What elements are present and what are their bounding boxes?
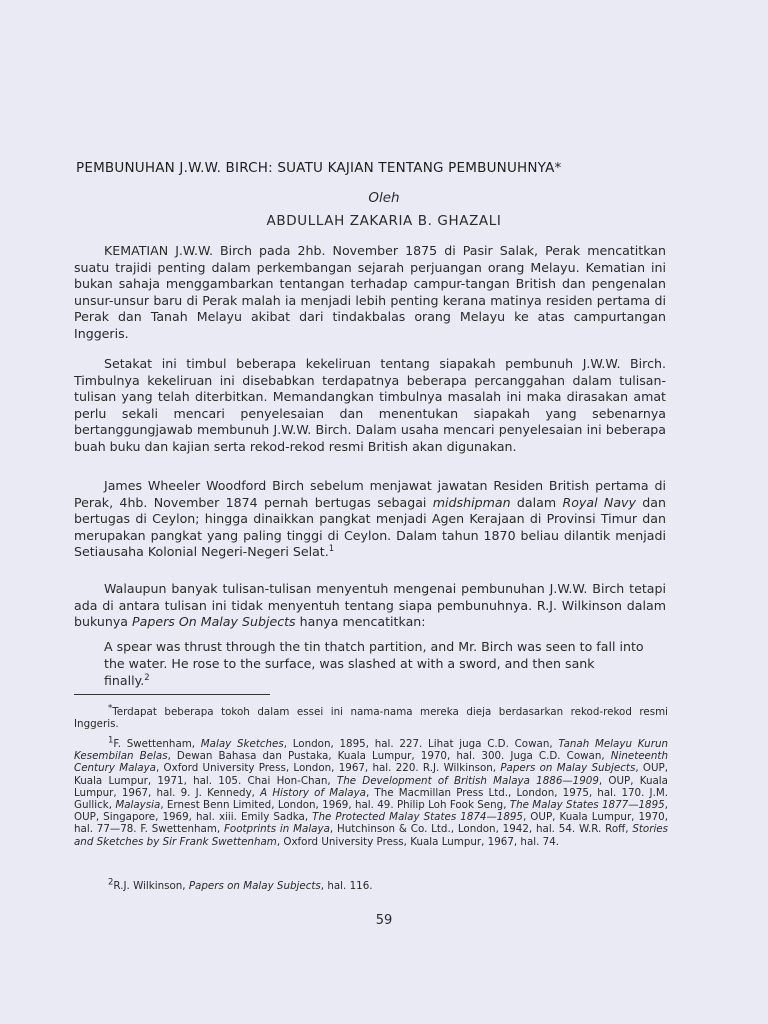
byline-oleh: Oleh xyxy=(368,190,400,206)
footnote-1 xyxy=(74,735,669,848)
footnote-1-text: , The Macmillan Press Ltd., London, 1975, hal. 170. J.M. Gullick, xyxy=(74,786,668,812)
footnote-1-title: Malaysia xyxy=(115,799,161,812)
quote-text: A spear was thrust through the tin thatch partition, and Mr. Birch was seen to fall into the water. He rose to the surface, was slashed at with a sword, and then sank finally. xyxy=(104,639,644,688)
book-title: Papers On Malay Subjects xyxy=(132,614,296,630)
footnote-1-title: The Protected Malay States 1874—1895 xyxy=(312,811,523,824)
footnote-divider xyxy=(74,694,270,695)
footnote-1-text: , Oxford University Press, Kuala Lumpur, 1967, hal. 74. xyxy=(276,835,560,848)
footnote-1-text: , OUP, Kuala Lumpur, 1971, hal. 105. Chai Hon-Chan, xyxy=(74,762,668,787)
footnote-1-text: F. Swettenham, xyxy=(113,738,201,750)
footnote-1-title: A History of Malaya xyxy=(260,786,366,799)
paragraph-4-text-b: hanya mencatitkan: xyxy=(295,614,426,630)
author-name: ABDULLAH ZAKARIA B. GHAZALI xyxy=(266,213,502,229)
footnote-2-text: R.J. Wilkinson, xyxy=(113,880,189,892)
footnote-star xyxy=(74,703,668,731)
footnote-1-title: The Malay States 1877—1895 xyxy=(509,799,665,812)
paragraph-4-text-a: Walaupun banyak tulisan-tulisan menyentuh mengenai pembunuhan J.W.W. Birch tetapi ada di antara tulisan ini tidak menyentuh tentang siapa pembunuhnya. R.J. Wilkinson dalam bukunya xyxy=(74,581,666,630)
footnote-2-text: , hal. 116. xyxy=(320,880,373,892)
footnote-1-text: , Oxford University Press, London, 1967, hal. 220. R.J. Wilkinson, xyxy=(156,762,501,775)
footnote-1-title: Malay Sketches xyxy=(200,738,284,750)
paragraph-1: KEMATIAN J.W.W. Birch pada 2hb. November 1875 di Pasir Salak, Perak mencatitkan suatu trajidi penting dalam perkembangan sejarah perjuangan orang Melayu. Kematian ini bukan sahaja menggambarkan tentangan terhadap campur-tangan British dan pengenalan unsur-unsur baru di Perak malah ia menjadi lebih penting kerana matinya residen pertama di Perak dan Tanah Melayu akibat dari tindakbalas orang Melayu ke atas campurtangan Inggeris. xyxy=(74,243,666,341)
paragraph-3-text-a: James Wheeler Woodford Birch sebelum menjawat jawatan Residen British pertama di Perak, 4hb. November 1874 pernah bertugas sebagai xyxy=(74,478,666,510)
footnote-ref-2: 2 xyxy=(144,672,150,683)
footnote-1-title: Tanah Melayu Kurun Kesembilan Belas xyxy=(74,738,668,763)
footnote-1-title: The Development of British Malaya 1886—1909 xyxy=(336,774,599,787)
page-number: 59 xyxy=(375,913,393,928)
footnote-2-title: Papers on Malay Subjects xyxy=(188,880,321,892)
footnote-1-title: Nineteenth Century Malaya xyxy=(74,750,668,775)
footnote-1-text: , Dewan Bahasa dan Pustaka, Kuala Lumpur, 1970, hal. 300. Juga C.D. Cowan, xyxy=(167,750,611,763)
footnote-1-mark: 1 xyxy=(108,735,114,746)
paragraph-4 xyxy=(74,581,666,631)
footnote-1-title: Footprints in Malaya xyxy=(223,823,330,836)
footnote-2 xyxy=(74,877,668,892)
footnote-1-text: , OUP, Kuala Lumpur, 1970, hal. 77—78. F. Swettenham, xyxy=(74,811,668,836)
footnote-1-text: , Hutchinson & Co. Ltd., London, 1942, hal. 54. W.R. Roff, xyxy=(329,823,633,836)
paragraph-3-text-b: dalam xyxy=(510,494,563,510)
term-royal-navy: Royal Navy xyxy=(562,494,636,510)
footnote-1-text: , Ernest Benn Limited, London, 1969, hal. 49. Philip Loh Fook Seng, xyxy=(160,799,510,812)
paragraph-2: Setakat ini timbul beberapa kekeliruan tentang siapakah pembunuh J.W.W. Birch. Timbulnya kekeliruan ini disebabkan terdapatnya beberapa percanggahan dalam tulisan-tulisan yang telah diterbitkan. Memandangkan timbulnya masalah ini maka dirasakan amat perlu sekali mencari penyelesaian dan menentukan siapakah yang sebenarnya bertanggungjawab membunuh J.W.W. Birch. Dalam usaha mencari penyelesaian ini beberapa buah buku dan kajian serta rekod-rekod resmi British akan digunakan. xyxy=(74,356,666,454)
footnote-1-title: Stories and Sketches by Sir Frank Swettenham xyxy=(74,823,669,848)
block-quote xyxy=(104,638,644,689)
footnote-ref-1: 1 xyxy=(328,544,335,555)
footnote-1-text: , London, 1895, hal. 227. Lihat juga C.D. Cowan, xyxy=(283,738,559,750)
footnote-1-title: Papers on Malay Subjects xyxy=(500,762,636,775)
paragraph-3-text-c: dan bertugas di Ceylon; hingga dinaikkan pangkat menjadi Agen Kerajaan di Provinsi Timur dan merupakan pangkat yang paling tinggi di Ceylon. Dalam tahun 1870 beliau dilantik menjadi Setiausaha Kolonial Negeri-Negeri Selat. xyxy=(74,494,666,560)
footnote-1-text: , OUP, Kuala Lumpur, 1967, hal. 9. J. Kennedy, xyxy=(74,774,668,799)
footnote-2-mark: 2 xyxy=(108,877,114,888)
term-midshipman: midshipman xyxy=(432,494,511,510)
paragraph-3 xyxy=(74,478,666,561)
footnote-1-text: , OUP, Singapore, 1969, hal. xiii. Emily Sadka, xyxy=(74,799,668,824)
article-title: PEMBUNUHAN J.W.W. BIRCH: SUATU KAJIAN TENTANG PEMBUNUHNYA* xyxy=(76,160,562,176)
footnote-star-mark: * xyxy=(108,703,113,714)
footnote-star-text: Terdapat beberapa tokoh dalam essei ini nama-nama mereka dieja berdasarkan rekod-rekod resmi Inggeris. xyxy=(74,706,668,731)
